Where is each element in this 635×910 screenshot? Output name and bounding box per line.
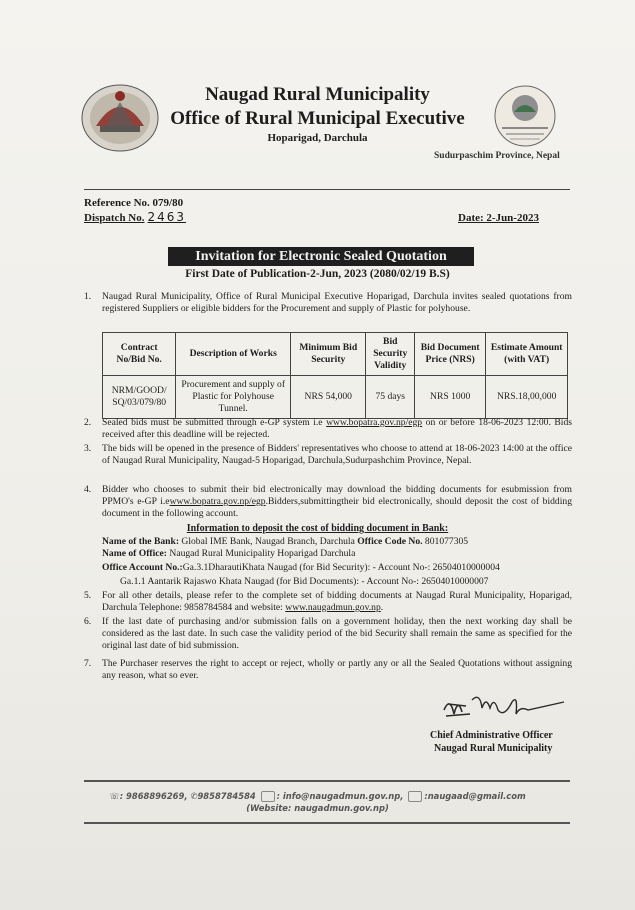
table-header: Contract No/Bid No. [103, 333, 176, 376]
dispatch-number [84, 210, 186, 224]
table-header: Estimate Amount (with VAT) [486, 333, 568, 376]
table-header: Bid Document Price (NRS) [415, 333, 486, 376]
footer-website: (Website: naugadmun.gov.np) [246, 803, 389, 813]
list-item: 6. If the last date of purchasing and/or submission falls on a government holiday, then the next working day shall be considered as the last date. In such case the validity period of the bid Security shall remain the same as specified for the original last date of bid submission. [84, 616, 572, 651]
office-name: Office of Rural Municipal Executive [170, 108, 465, 129]
reference-number: Reference No. 079/80 [84, 197, 184, 209]
website-link[interactable]: www.naugadmun.gov.np [285, 602, 381, 613]
org-name: Naugad Rural Municipality [205, 84, 430, 105]
table-cell: 75 days [366, 376, 415, 419]
table-header-row [103, 333, 568, 376]
bid-table [102, 332, 568, 419]
province: Sudurpaschim Province, Nepal [434, 151, 560, 161]
email-icon [408, 791, 422, 802]
list-item: 1. Naugad Rural Municipality, Office of Rural Municipal Executive Hoparigad, Darchula invites sealed quotations from registered Suppliers or eligible bidders for the Procurement and supply of Plastic for polyhouse. [84, 291, 572, 314]
table-cell: NRS.18,00,000 [486, 376, 568, 419]
dispatch-label: Dispatch No. [84, 212, 145, 224]
table-cell: Procurement and supply of Plastic for Polyhouse Tunnel. [176, 376, 291, 419]
table-header: Description of Works [176, 333, 291, 376]
org-address: Hoparigad, Darchula [267, 132, 368, 144]
bank-info-heading: Information to deposit the cost of bidding document in Bank: [186, 523, 449, 534]
list-item: 2. Sealed bids must be submitted through e-GP system i.e www.bopatra.gov.np/egp on or before 18-06-2023 12:00. Bids received after this deadline will be rejected. [84, 417, 572, 440]
list-item: 7. The Purchaser reserves the right to accept or reject, wholly or partly any or all the Sealed Quotations without assigning any reason, what so ever. [84, 658, 572, 681]
signature-mark [424, 688, 574, 728]
account-line-2: Ga.1.1 Aantarik Rajaswo Khata Naugad (for Bid Documents): - Account No-: 26504010000007 [120, 576, 489, 587]
list-item: 5. For all other details, please refer to the complete set of bidding documents at Naugad Rural Municipality, Hoparigad, Darchula Telephone: 9858784584 and website: www.naugadmun.gov.np. [84, 590, 572, 613]
office-name-line: Name of Office: Naugad Rural Municipality Hoparigad Darchula [102, 548, 356, 559]
list-item: 4. Bidder who chooses to submit their bid electronically may download the bidding documents for esubmission from PPMO's e-GP i.ewww.bopatra.gov.np/egp.Bidders,submittingtheir bid electronically, should deposit the cost of bidding document in the following account. [84, 484, 572, 519]
account-line-1: Office Account No.:Ga.3.1DharautiKhata Naugad (for Bid Security): - Account No-: 26504010000004 [102, 562, 500, 573]
mobile-icon: ✆ [190, 791, 198, 801]
dispatch-handwritten: 2463 [147, 210, 187, 224]
first-publication: First Date of Publication-2-Jun, 2023 (2080/02/19 B.S) [185, 268, 450, 280]
phone-icon: ☏ [109, 791, 120, 801]
footer-contacts: ☏: 9868896269, ✆9858784584 : info@naugadmun.gov.np, :naugaad@gmail.com [109, 791, 526, 801]
table-row [103, 376, 568, 419]
egp-link[interactable]: www.bopatra.gov.np/egp [169, 496, 266, 507]
egp-link[interactable]: www.bopatra.gov.np/egp [326, 417, 423, 428]
header-divider [84, 189, 570, 190]
signatory-org: Naugad Rural Municipality [434, 743, 553, 754]
table-cell: NRS 54,000 [291, 376, 366, 419]
footer-divider-bottom [84, 822, 570, 824]
notice-title: Invitation for Electronic Sealed Quotation [168, 247, 474, 266]
table-cell: NRS 1000 [415, 376, 486, 419]
municipality-logo-icon [492, 84, 558, 148]
email-icon [261, 791, 275, 802]
table-header: Bid Security Validity [366, 333, 415, 376]
list-item: 3. The bids will be opened in the presence of Bidders' representatives who choose to attend at 18-06-2023 14:00 at the office of Naugad Rural Municipality, Naugad-5 Hoparigad, Darchula,Sudurpashchim Province, Nepal. [84, 443, 572, 466]
table-cell: NRM/GOOD/ SQ/03/079/80 [103, 376, 176, 419]
footer-divider-top [84, 780, 570, 782]
notice-date: Date: 2-Jun-2023 [458, 212, 539, 224]
signatory-title: Chief Administrative Officer [430, 730, 553, 741]
table-header: Minimum Bid Security [291, 333, 366, 376]
bank-name: Name of the Bank: Global IME Bank, Naugad Branch, Darchula Office Code No. 801077305 [102, 536, 469, 547]
